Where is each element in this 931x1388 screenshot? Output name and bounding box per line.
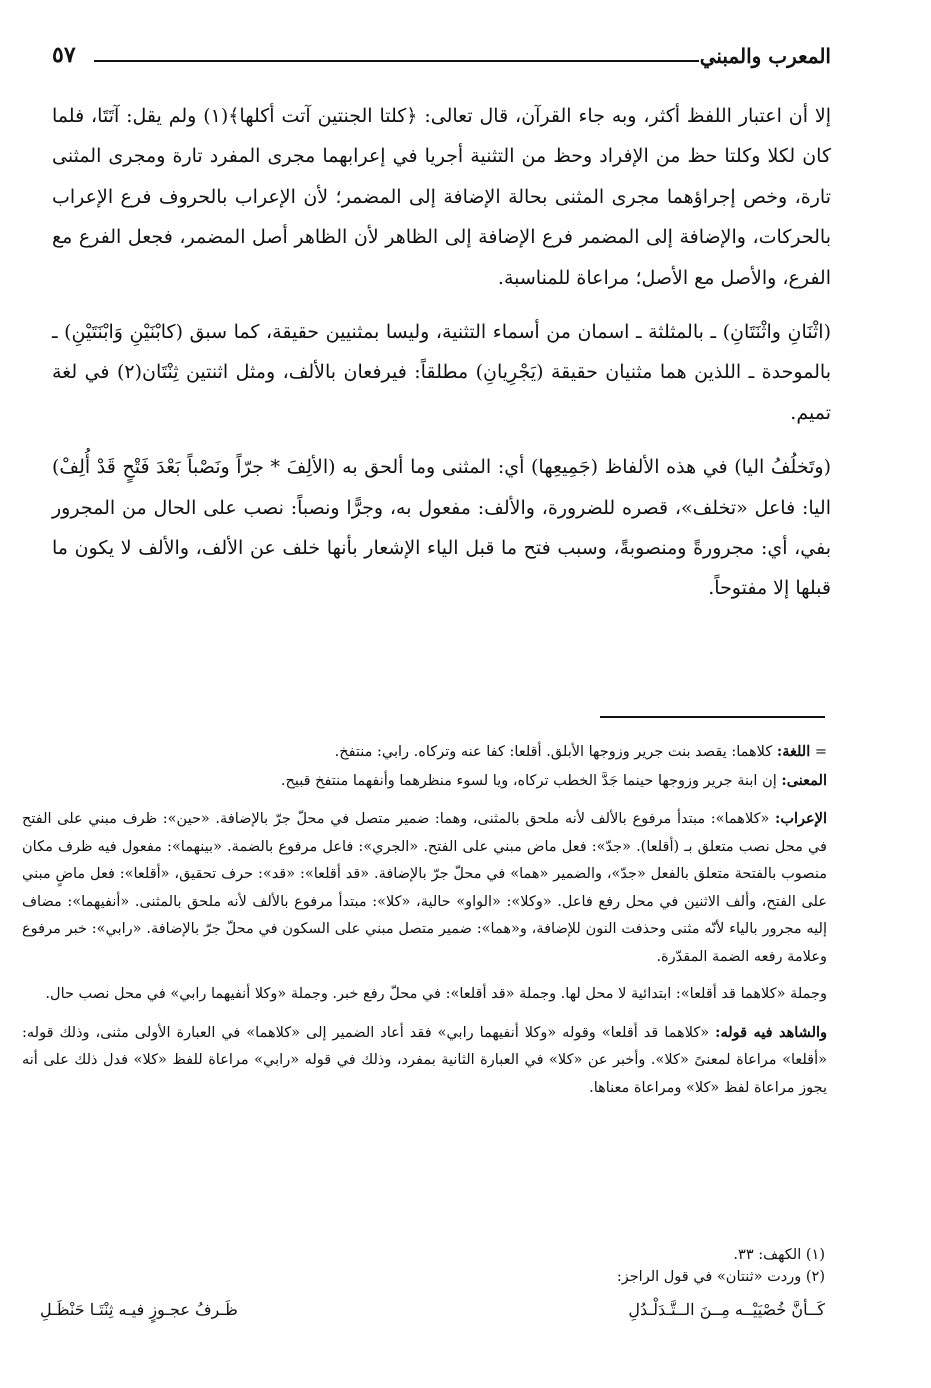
lugha-text: كلاهما: يقصد بنت جرير وزوجها الأبلق. أقلعا: كفا عنه وتركاه. رابي: منتفخ. bbox=[334, 744, 773, 760]
footnote-separator bbox=[600, 716, 825, 718]
footnote-2: (٢) وردت «ثنتان» في قول الراجز: bbox=[616, 1269, 825, 1285]
maana-label: المعنى: bbox=[781, 771, 827, 789]
continuation-marker: = bbox=[814, 744, 827, 760]
footnotes bbox=[52, 1244, 825, 1288]
lugha-label: اللغة: bbox=[776, 743, 811, 760]
footnote-1: (١) الكهف: ٣٣. bbox=[733, 1247, 825, 1263]
paragraph: إلا أن اعتبار اللفظ أكثر، وبه جاء القرآن، قال تعالى: ﴿كلتا الجنتين آتت أكلها﴾(١) ولم يقل: آتَتَا، فلما كان لكلا وكلتا حظ من الإفراد وحظ من التثنية أجريا في إعرابهما مجرى المفرد تارة ومجرى المثنى تارة، وخص إجراؤهما مجرى المثنى بحالة الإضافة إلى المضمر؛ لأن الإعراب بالحروف فرع الإعراب بالحركات، والإضافة إلى المضمر فرع الإضافة إلى الظاهر لأن الظاهر أصل المضمر، فجعل الفرع مع الفرع، والأصل مع الأصل؛ مراعاة للمناسبة. bbox=[52, 105, 831, 289]
jumla-note: وجملة «كلاهما قد أقلعا»: ابتدائية لا محل لها. وجملة «قد أقلعا»: في محلّ رفع خبر. وجملة «وكلا أنفيهما رابي» في محل نصب حال. bbox=[45, 986, 827, 1002]
header-rule bbox=[94, 60, 699, 62]
paragraph: (اثْنَانِ واثْنَتَانِ) ـ بالمثلثة ـ اسمان من أسماء التثنية، وليسا بمثنيين حقيقة، كما سبق (كابْنَيْنِ وَابْنَتَيْنِ) ـ بالموحدة ـ اللذين هما مثنيان حقيقة (يَجْرِيانِ) مطلقاً: فيرفعان بالألف، ومثل اثنتين ثِنْتَان(٢) في لغة تميم. bbox=[52, 321, 831, 424]
running-title: المعرب والمبني bbox=[699, 44, 831, 68]
page-header bbox=[52, 38, 831, 78]
lugha-note bbox=[22, 738, 827, 767]
maana-note bbox=[22, 767, 827, 796]
shahid-label: والشاهد فيه قوله: bbox=[715, 1023, 828, 1041]
shahid-note bbox=[22, 1019, 827, 1103]
verse-second-hemistich: ظَـرفُ عجـوزٍ فيـه ثِنْتَـا حَنْظَـلِ bbox=[40, 1300, 238, 1319]
verse-first-hemistich: كَــأنَّ خُصْيَيْــه مِــنَ الــتَّـدَلْـدُلِ bbox=[628, 1300, 825, 1319]
commentary-notes bbox=[22, 738, 827, 1102]
irab-text: «كلاهما»: مبتدأ مرفوع بالألف لأنه ملحق بالمثنى، وهما: ضمير متصل في محلّ جرّ بالإضافة. «حين»: ظرف مبني على الفتح في محل نصب متعلق بـ (أقلعا). «جدّ»: فعل ماض مبني على الفتح. «الجري»: فاعل مرفوع بالضمة. «بينهما»: مفعول فيه ظرف مكان منصوب بالفتحة متعلق بالفعل «جدّ»، والضمير «هما» في محلّ جرّ بالإضافة. «قد أقلعا»: «قد»: حرف تحقيق، «أقلعا»: فعل ماضٍ مبني على الفتح، وألف الاثنين في محل رفع فاعل. «وكلا»: «الواو» حالية، «كلا»: مبتدأ مرفوع بالألف لأنه ملحق بالمثنى. «أنفيهما»: مضاف إليه مجرور بالياء لأنّه مثنى وحذفت النون للإضافة، و«هما»: ضمير متصل مبني على السكون في محلّ جرّ بالإضافة. «رابي»: خبر مرفوع وعلامة رفعه الضمة المقدّرة. bbox=[22, 811, 827, 965]
poetry-verse bbox=[40, 1300, 825, 1330]
main-text bbox=[52, 96, 831, 609]
maana-text: إن ابنة جرير وزوجها حينما جَدَّ الخطب تركاه، ويا لسوء منظرهما وأنفهما منتفخ قبيح. bbox=[280, 772, 777, 789]
irab-label: الإعراب: bbox=[775, 810, 827, 827]
irab-note bbox=[22, 805, 827, 971]
page-number: ٥٧ bbox=[52, 42, 76, 68]
paragraph: (وتَخلُفُ اليا) في هذه الألفاظ (جَمِيعِها) أي: المثنى وما ألحق به (الألِفَ * جرّاً ونَصْباً بَعْدَ فَتْحٍ قَدْ أُلِفْ) اليا: فاعل «تخلف»، قصره للضرورة، والألف: مفعول به، وجرًّا ونصباً: نصب على الحال من المجرور بفي، أي: مجرورةً ومنصوبةً، وسبب فتح ما قبل الياء الإشعار بأنها خلف عن الألف، والألف لا يكون ما قبلها إلا مفتوحاً. bbox=[52, 456, 831, 600]
shahid-text: «كلاهما قد أقلعا» وقوله «وكلا أنفيهما رابي» فقد أعاد الضمير إلى «كلاهما» في العبارة الأولى مثنى، وذلك قوله: «أقلعا» مراعاة لمعنىً «كلا». وأخبر عن «كلا» في العبارة الثانية بمفرد، وذلك في قوله «رابي» مراعاة للفظ «كلا» فدل ذلك على أنه يجوز مراعاة لفظ «كلا» ومراعاة معناها. bbox=[22, 1024, 827, 1096]
